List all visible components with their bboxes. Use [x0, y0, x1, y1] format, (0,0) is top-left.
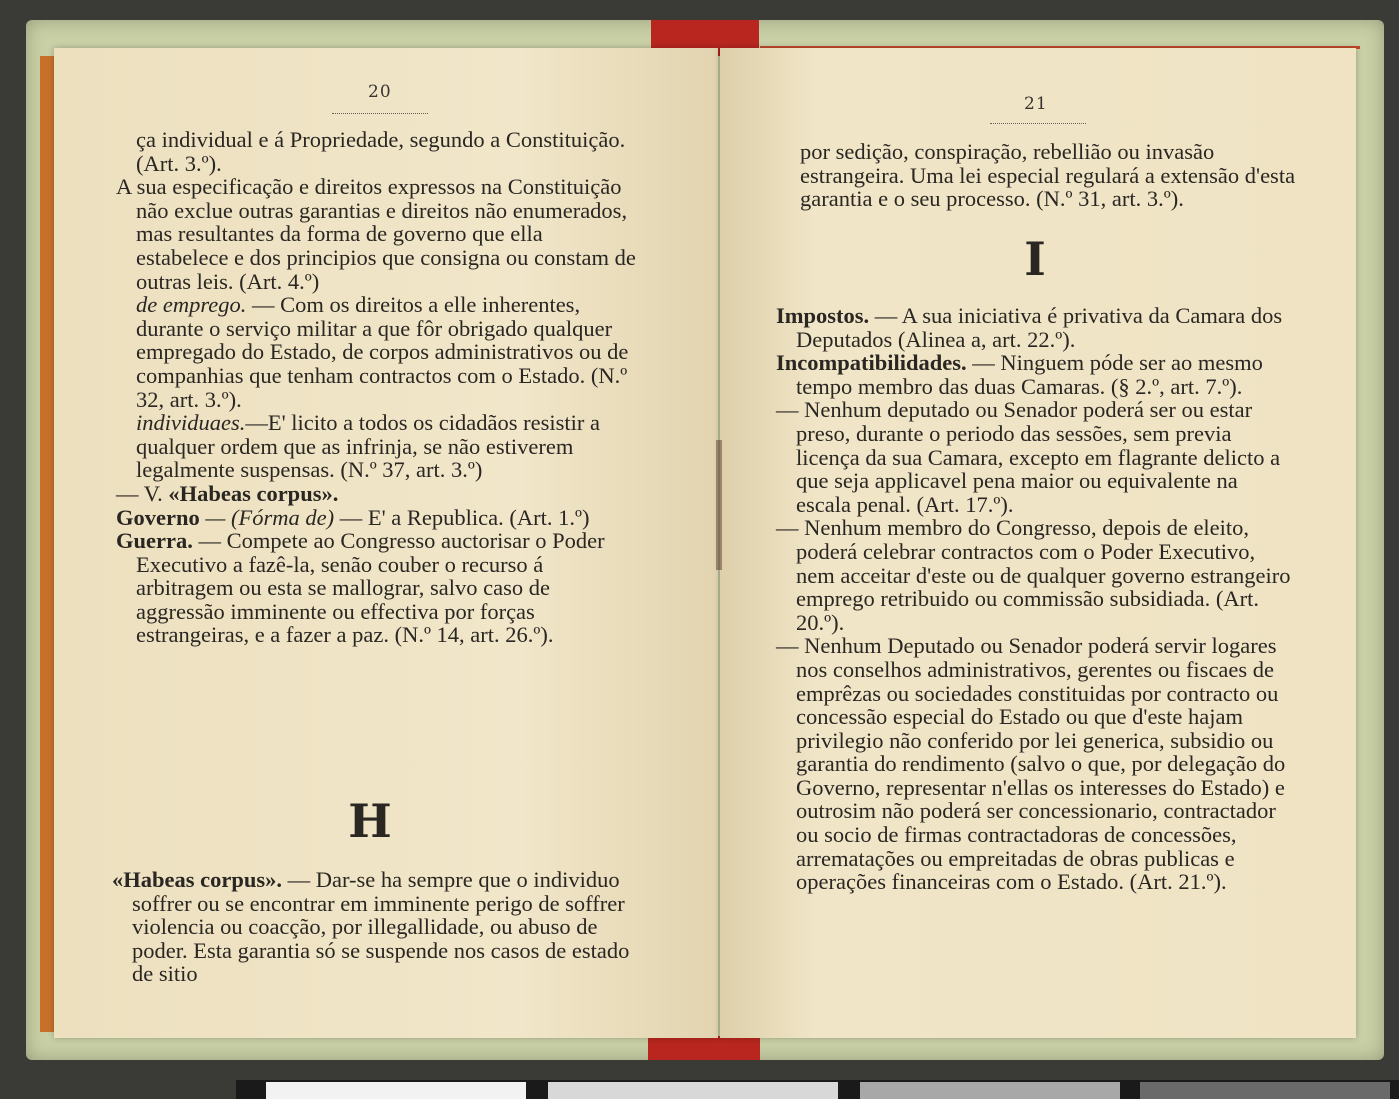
paragraph: Impostos. — A sua iniciativa é privativa da Camara dos Deputados (Alinea a, art. 22.º). — [776, 303, 1283, 352]
paragraph: de emprego. — Com os direitos a elle inherentes, durante o serviço militar a que fôr obrigado qualquer empregado do Estado, de corpos administrativos ou de companhias que tenham contractos com o Estado. (N.º 32, art. 3.º). — [136, 292, 629, 412]
ruler-segment — [548, 1082, 838, 1099]
section-letter-i: I — [1024, 232, 1046, 286]
paragraph: — Nenhum deputado ou Senador poderá ser ou estar preso, durante o periodo das sessões, sem previa licença da sua Camara, excepto em flagrante delicto a que seja applicavel pena maior ou equivalente na escala penal. (Art. 17.º). — [776, 397, 1281, 517]
page-number-rule — [332, 113, 428, 114]
paragraph: — Nenhum Deputado ou Senador poderá servir logares nos conselhos administrativos, gerentes ou fiscaes de emprêzas ou sociedades constituidas por contracto ou concessão especial do Estado ou que d'este hajam privilegio não conferido por lei generica, subsidio ou garantia do rendimento (salvo o que, por delegação do Governo, representar n'ellas os interesses do Estado) e outrosim não poderá ser concessionario, contractador ou socio de firmas contractadoras de concessões, arrematações ou empreitadas de obras publicas e operações financeiras com o Estado. (Art. 21.º). — [776, 633, 1286, 895]
page-number-rule — [990, 123, 1086, 124]
left-page-number: 20 — [368, 82, 392, 102]
ruler-segment — [860, 1082, 1120, 1099]
spine-bottom — [648, 1036, 760, 1060]
paragraph: — V. «Habeas corpus». — [116, 480, 339, 506]
left-page-text — [116, 128, 638, 647]
right-page-intro: por sedição, conspiração, rebellião ou invasão estrangeira. Uma lei especial regulará a extensão d'esta garantia e o seu processo. (N.º 31, art. 3.º). — [800, 139, 1296, 212]
paragraph: Governo — (Fórma de) — E' a Republica. (Art. 1.º) — [116, 504, 590, 530]
paragraph: ça individual e á Propriedade, segundo a Constituição. (Art. 3.º). — [136, 127, 626, 176]
paragraph: Guerra. — Compete ao Congresso auctorisar o Poder Executivo a fazê-la, senão couber o recurso á arbitragem ou esta se mallograr, salvo caso de aggressão imminente ou effectiva por forças estrangeiras, e a fazer a paz. (N.º 14, art. 26.º). — [116, 528, 605, 648]
right-page-number: 21 — [1024, 94, 1048, 114]
cover-edge — [40, 56, 54, 1032]
paragraph: Incompatibilidades. — Ninguem póde ser ao mesmo tempo membro das duas Camaras. (§ 2.º, art. 7.º). — [776, 350, 1263, 399]
section-letter-h: H — [348, 794, 392, 848]
gutter-shadow — [716, 440, 722, 570]
ruler-segment — [266, 1082, 526, 1099]
paragraph: A sua especificação e direitos expressos na Constituição não exclue outras garantias e direitos não enumerados, mas resultantes da forma de governo que ella estabelece e dos principios que consigna ou constam de outras leis. (Art. 4.º) — [116, 174, 636, 294]
paragraph: — Nenhum membro do Congresso, depois de eleito, poderá celebrar contractos com o Poder Executivo, nem acceitar d'este ou de qualquer governo estrangeiro emprego retribuido ou commissão subsidiada. (Art. 20.º). — [776, 515, 1291, 635]
ruler-segment — [1140, 1082, 1390, 1099]
paragraph: individuaes.—E' licito a todos os cidadãos resistir a qualquer ordem que as infrinja, se não estiverem legalmente suspensas. (N.º 37, art. 3.º) — [136, 410, 600, 483]
right-page-text — [776, 304, 1298, 894]
habeas-corpus-entry: «Habeas corpus». — Dar-se ha sempre que o individuo soffrer ou se encontrar em imminente perigo de soffrer violencia ou coacção, por illegallidade, ou abuso de poder. Esta garantia só se suspende nos casos de estado de sitio — [112, 867, 630, 987]
